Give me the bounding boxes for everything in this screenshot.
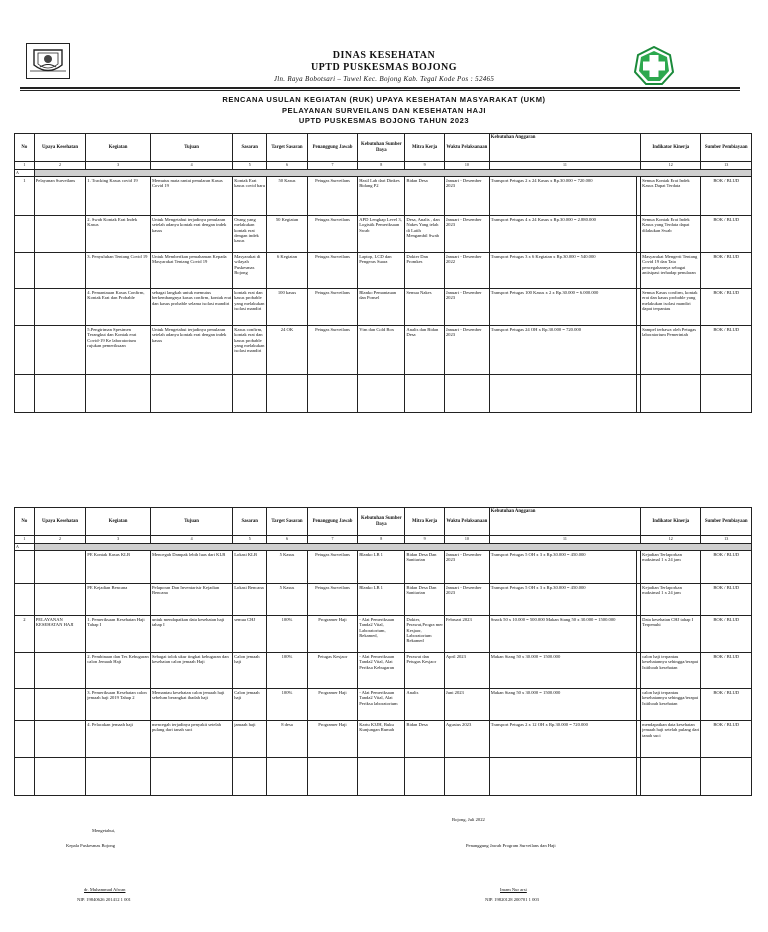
row-number-cell: 1 — [15, 177, 35, 216]
officer-name: Imam Nur arsi — [500, 887, 527, 892]
section-shade — [34, 169, 751, 177]
col-header: Penanggung Jawab — [307, 134, 357, 162]
person-in-charge-cell: Petugas Kesjaor — [307, 653, 357, 689]
target-group-cell: Kontak Erat kasus covid baru — [233, 177, 267, 216]
person-in-charge-cell: Programer Haji — [307, 721, 357, 758]
target-group-cell: Lokasi Bencana — [233, 584, 267, 616]
indicator-cell: Semua Kontak Erat Indek Kasus yang Terdata dapat dilakukan Swab — [641, 216, 701, 253]
column-number: 11 — [489, 536, 640, 544]
empty-cell — [358, 375, 405, 413]
schedule-cell: Januari - Desember 2022 — [444, 253, 489, 289]
resources-cell: - Alat Pemeriksaan Tanda2 Vital, Alat Periksa Kebugaran — [358, 653, 405, 689]
col-header: Sumber Pembiayaan — [701, 508, 752, 536]
ruk-table-surveilans — [14, 133, 752, 413]
empty-cell — [444, 758, 489, 796]
resources-cell: Hasil Lab dari Dinkes Bidang P2 — [358, 177, 405, 216]
row-number-cell: 2 — [15, 616, 35, 653]
empty-cell — [150, 375, 232, 413]
col-header: Waktu Pelaksanaan — [444, 508, 489, 536]
program-cell — [34, 689, 86, 721]
objective-cell: Sebagai tolok ukur tingkat kebugaran dan kesehatan calon jemaah Haji — [150, 653, 232, 689]
target-cell: 50 Kegiatan — [267, 216, 308, 253]
column-number: 1 — [15, 536, 35, 544]
empty-cell — [233, 375, 267, 413]
objective-cell: untuk mendapatkan data kesehatan haji tahap I — [150, 616, 232, 653]
indicator-cell: Masyarakat Mengerti Tentang Covid 19 dan Tata pencegahannya sebagai antisipasi terhadap penularan — [641, 253, 701, 289]
col-header: Waktu Pelaksanaan — [444, 134, 489, 162]
partner-cell: Bidan Desa — [405, 721, 444, 758]
budget-cell: Transport Petugas 2 x 12 OH x Rp.30.000 = 720.000 — [489, 721, 636, 758]
column-number: 7 — [307, 536, 357, 544]
section-row — [15, 169, 752, 177]
objective-cell: mencegah terjadinya penyakit setelah pulang dari tanah suci — [150, 721, 232, 758]
table-row — [15, 326, 752, 375]
partner-cell: Analis — [405, 689, 444, 721]
column-number: 10 — [444, 536, 489, 544]
funding-cell: BOK / BLUD — [701, 689, 752, 721]
target-cell: 100% — [267, 616, 308, 653]
table-header-row — [15, 508, 752, 536]
partner-cell: Perawat dan Petugas Kesjaor — [405, 653, 444, 689]
activity-cell: 5.Pengiriman Spesimen Terangkut dan Kontak erat Covid-19 Ke laboratorium rujukan pemeriksaan — [86, 326, 151, 375]
col-header: Upaya Kesehatan — [34, 134, 86, 162]
target-cell: 100% — [267, 653, 308, 689]
row-number-cell — [15, 289, 35, 326]
empty-cell — [405, 375, 444, 413]
column-number: 8 — [358, 162, 405, 170]
schedule-cell: Januari - Desember 2023 — [444, 177, 489, 216]
column-number: 6 — [267, 536, 308, 544]
activity-cell: 4. Pemantauan Kasus Confirm, Kontak Erat dan Probable — [86, 289, 151, 326]
funding-cell: BOK / BLUD — [701, 653, 752, 689]
funding-cell: BOK / BLUD — [701, 616, 752, 653]
partner-cell: Semua Nakes — [405, 289, 444, 326]
person-in-charge-cell: Petugas Surveilans — [307, 216, 357, 253]
target-cell: 6 Kegiatan — [267, 253, 308, 289]
regency-emblem-icon — [26, 43, 70, 79]
funding-cell: BOK / BLUD — [701, 289, 752, 326]
target-cell: 50 Kasus — [267, 177, 308, 216]
budget-cell: Makan Siang 50 x 30.000 = 1500.000 — [489, 653, 636, 689]
table-header-row — [15, 134, 752, 162]
budget-cell: Transport Petugas 24 OH x Rp.30.000 = 720.000 — [489, 326, 636, 375]
budget-cell: Transport Petugas 2 x 24 Kasus x Rp.30.000 = 720.000 — [489, 177, 636, 216]
target-group-cell: Kasus confirm, kontak erat dan kasus probable yang melakukan isolasi mandiri — [233, 326, 267, 375]
column-number: 9 — [405, 162, 444, 170]
section-row — [15, 543, 752, 551]
target-group-cell: semua CHJ — [233, 616, 267, 653]
indicator-cell: Kejadian Terlaporkan maksimal 1 x 24 jam — [641, 584, 701, 616]
resources-cell: - Alat Pemeriksaan Tanda2 Vital, Alat Periksa laboratorium — [358, 689, 405, 721]
program-cell — [34, 551, 86, 584]
empty-cell — [358, 758, 405, 796]
column-number: 3 — [86, 536, 151, 544]
program-cell — [34, 253, 86, 289]
empty-cell — [34, 758, 86, 796]
person-in-charge-cell: Programer Haji — [307, 689, 357, 721]
target-group-cell: jamaah haji — [233, 721, 267, 758]
col-header: Tujuan — [150, 508, 232, 536]
column-number: 2 — [34, 536, 86, 544]
document-year-title: UPTD PUSKESMAS BOJONG TAHUN 2023 — [298, 116, 470, 125]
column-number: 4 — [150, 162, 232, 170]
empty-cell — [641, 375, 701, 413]
target-cell: 24 OK — [267, 326, 308, 375]
empty-cell — [15, 758, 35, 796]
empty-cell — [233, 758, 267, 796]
table-row — [15, 721, 752, 758]
col-header: Sasaran — [233, 508, 267, 536]
budget-cell: Transport Petugas 4 x 24 Kasus x Rp.30.000 = 2.880.000 — [489, 216, 636, 253]
place-date: Bojong, Juli 2022 — [452, 817, 485, 822]
target-group-cell: Lokasi KLB — [233, 551, 267, 584]
empty-cell — [641, 758, 701, 796]
row-number-cell — [15, 216, 35, 253]
col-header: Mitra Kerja — [405, 508, 444, 536]
row-number-cell — [15, 326, 35, 375]
person-in-charge-cell: Petugas Surveilans — [307, 253, 357, 289]
program-cell: Pelayanan Surveilans — [34, 177, 86, 216]
objective-cell: Untuk Memberikan pemahaman Kepada Masyarakat Tentang Covid 19 — [150, 253, 232, 289]
resources-cell: Laptop, LCD dan Pengeras Suara — [358, 253, 405, 289]
person-in-charge-cell: Petugas Surveilans — [307, 177, 357, 216]
budget-cell: Transport Petugas 3 x 6 Kegiatan x Rp.30.000 = 540.000 — [489, 253, 636, 289]
target-cell: 8 desa — [267, 721, 308, 758]
col-header: Penanggung Jawab — [307, 508, 357, 536]
indicator-cell: mendapatkan data kesehatan jemaah haji setelah pulang dari tanah suci — [641, 721, 701, 758]
head-name: dr. Muhammad Afwan — [84, 887, 126, 892]
funding-cell: BOK / BLUD — [701, 177, 752, 216]
funding-cell: BOK / BLUD — [701, 326, 752, 375]
column-number-row — [15, 536, 752, 544]
column-number: 12 — [641, 162, 701, 170]
table-row — [15, 253, 752, 289]
empty-cell — [267, 375, 308, 413]
column-number: 12 — [641, 536, 701, 544]
officer-nip: NIP. 19820128 200701 1 003 — [485, 897, 539, 902]
letterhead-divider — [20, 87, 740, 89]
empty-cell — [444, 375, 489, 413]
target-group-cell: Calon jemaah haji — [233, 653, 267, 689]
target-group-cell: Masyarakat di wilayah Puskesmas Bojong — [233, 253, 267, 289]
empty-cell — [150, 758, 232, 796]
program-officer-title: Penanggung Jawab Program Surveilans dan Haji — [466, 843, 556, 848]
ruk-table-haji — [14, 507, 752, 796]
person-in-charge-cell: Petugas Surveilans — [307, 551, 357, 584]
table-row — [15, 689, 752, 721]
program-cell — [34, 216, 86, 253]
column-number-row — [15, 162, 752, 170]
column-number: 6 — [267, 162, 308, 170]
partner-cell: Bidan Desa Dan Sanitarian — [405, 584, 444, 616]
person-in-charge-cell: Petugas Surveilans — [307, 326, 357, 375]
resources-cell: Blanko LB 1 — [358, 584, 405, 616]
resources-cell: Kartu K3JH, Buku Kunjungan Rumah — [358, 721, 405, 758]
table-row — [15, 653, 752, 689]
indicator-cell: Semua Kasus confirm, kontak erat dan kasus probable yang melakukan isolasi mandiri dapat terpantau — [641, 289, 701, 326]
col-header: Target Sasaran — [267, 508, 308, 536]
schedule-cell: Juni 2023 — [444, 689, 489, 721]
col-header: Tujuan — [150, 134, 232, 162]
col-header: Upaya Kesehatan — [34, 508, 86, 536]
program-cell — [34, 289, 86, 326]
empty-cell — [701, 375, 752, 413]
col-header: Mitra Kerja — [405, 134, 444, 162]
column-number: 9 — [405, 536, 444, 544]
row-number-cell — [15, 653, 35, 689]
col-header: Sumber Pembiayaan — [701, 134, 752, 162]
budget-cell: Makan Siang 50 x 30.000 = 1500.000 — [489, 689, 636, 721]
col-header: No — [15, 134, 35, 162]
col-header: Kebutuhan Anggaran — [489, 508, 640, 536]
budget-cell: Transport Petugas 5 OH x 3 x Rp.30.000 = 450.000 — [489, 551, 636, 584]
column-number: 1 — [15, 162, 35, 170]
column-number: 10 — [444, 162, 489, 170]
target-cell: 100 kasus — [267, 289, 308, 326]
table-row — [15, 616, 752, 653]
budget-cell: Transport Petugas 100 Kasus x 2 x Rp.30.000 = 6.000.000 — [489, 289, 636, 326]
letterhead-divider-thin — [20, 90, 740, 91]
table-row — [15, 551, 752, 584]
indicator-cell: calon haji terpantau kesehatannya sehingga/terapai Istithoah kesehatan — [641, 653, 701, 689]
document-subtitle: PELAYANAN SURVEILANS DAN KESEHATAN HAJI — [281, 106, 487, 115]
agency-address: Jln. Raya Bobotsari – Tuwel Kec. Bojong Kab. Tegal Kode Pos : 52465 — [273, 75, 495, 83]
col-header: Kebutuhan Sumber Daya — [358, 134, 405, 162]
target-cell: 5 Kasus — [267, 584, 308, 616]
person-in-charge-cell: Petugas Surveilans — [307, 584, 357, 616]
table-row — [15, 216, 752, 253]
resources-cell: - Alat Pemeriksaan Tanda2 Vital, Laboratorium, Rekamed, — [358, 616, 405, 653]
activity-cell: 2. Pembinaan dan Tes Kebugaran calon Jemaah Haji — [86, 653, 151, 689]
table-row — [15, 177, 752, 216]
section-label: A — [15, 543, 35, 551]
activity-cell: 2. Swab Kontak Erat Indek Kasus — [86, 216, 151, 253]
funding-cell: BOK / BLUD — [701, 216, 752, 253]
objective-cell: sebagai langkah untuk memutus berkembangnya kasus confirm, kontak erat dan kasus probable selama isolasi mandiri — [150, 289, 232, 326]
partner-cell: Dokter Dan Promkes — [405, 253, 444, 289]
objective-cell: Memutus mata rantai penularan Kasus Covid 19 — [150, 177, 232, 216]
section-label: A — [15, 169, 35, 177]
activity-cell: 1. Pemeriksaan Kesehatan Haji Tahap I — [86, 616, 151, 653]
budget-cell: Snack 50 x 10.000 = 500.000 Makan Siang 50 x 30.000 = 1500.000 — [489, 616, 636, 653]
person-in-charge-cell: Programer Haji — [307, 616, 357, 653]
resources-cell: Blanko Pemantauan dan Ponsel — [358, 289, 405, 326]
schedule-cell: April 2023 — [444, 653, 489, 689]
resources-cell: APD Lengkap Level 3, Logistik Pemeriksaan Swab — [358, 216, 405, 253]
objective-cell: Mencegah Dampak lebih luas dari KLB — [150, 551, 232, 584]
column-number: 3 — [86, 162, 151, 170]
objective-cell: Untuk Mengetahui terjadinya penularan setelah adanya kontak erat dengan indek kasus — [150, 216, 232, 253]
column-number: 5 — [233, 162, 267, 170]
col-header: Sasaran — [233, 134, 267, 162]
agency-name: DINAS KESEHATAN — [332, 50, 436, 61]
person-in-charge-cell: Petugas Surveilans — [307, 289, 357, 326]
section-shade — [34, 543, 751, 551]
target-group-cell: Calon jemaah haji — [233, 689, 267, 721]
empty-cell — [489, 758, 636, 796]
document-title: RENCANA USULAN KEGIATAN (RUK) UPAYA KESEHATAN MASYARAKAT (UKM) — [222, 95, 546, 104]
activity-cell: PE Kejadian Bencana — [86, 584, 151, 616]
partner-cell: Bidan Desa Dan Sanitarian — [405, 551, 444, 584]
indicator-cell: calon haji terpantau kesehatannya sehingga/terapai Istithoah kesehatan — [641, 689, 701, 721]
column-number: 8 — [358, 536, 405, 544]
col-header: Target Sasaran — [267, 134, 308, 162]
column-number: 13 — [701, 162, 752, 170]
program-cell — [34, 653, 86, 689]
resources-cell: Blanko LB 1 — [358, 551, 405, 584]
empty-cell — [307, 758, 357, 796]
column-number: 13 — [701, 536, 752, 544]
row-number-cell — [15, 253, 35, 289]
empty-cell — [86, 375, 151, 413]
funding-cell: BOK / BLUD — [701, 721, 752, 758]
table-row — [15, 584, 752, 616]
schedule-cell: Agustus 2023 — [444, 721, 489, 758]
empty-cell — [701, 758, 752, 796]
col-header: No — [15, 508, 35, 536]
empty-row — [15, 375, 752, 413]
row-number-cell — [15, 721, 35, 758]
target-group-cell: kontak erat dan kasus probable yang melakukan isolasi mandiri — [233, 289, 267, 326]
col-header: Kebutuhan Sumber Daya — [358, 508, 405, 536]
col-header: Indikator Kinerja — [641, 134, 701, 162]
activity-cell: 4. Pelacakan jemaah haji — [86, 721, 151, 758]
col-header: Kegiatan — [86, 134, 151, 162]
target-group-cell: Orang yang melakukan kontak erat dengan indek kasus — [233, 216, 267, 253]
schedule-cell: Januari - Desember 2023 — [444, 326, 489, 375]
acknowledged-label: Mengetahui, — [92, 828, 116, 833]
column-number: 2 — [34, 162, 86, 170]
program-cell — [34, 584, 86, 616]
partner-cell: Analis dan Bidan Desa — [405, 326, 444, 375]
target-cell: 5 Kasus — [267, 551, 308, 584]
program-cell — [34, 326, 86, 375]
objective-cell: Untuk Mengetahui terjadinya penularan setelah adanya kontak erat dengan indek kasus — [150, 326, 232, 375]
schedule-cell: Februari 2023 — [444, 616, 489, 653]
schedule-cell: Januari - Desember 2023 — [444, 584, 489, 616]
objective-cell: Pelaporan Dan Inventarisir Kejadian Bencana — [150, 584, 232, 616]
column-number: 7 — [307, 162, 357, 170]
funding-cell: BOK / BLUD — [701, 551, 752, 584]
activity-cell: 3. Pemeriksaan Kesehatan calon jemaah haji 2019 Tahap 2 — [86, 689, 151, 721]
activity-cell: PE Kontak Kasus KLB — [86, 551, 151, 584]
row-number-cell — [15, 551, 35, 584]
empty-cell — [307, 375, 357, 413]
schedule-cell: Januari - Desember 2023 — [444, 289, 489, 326]
empty-cell — [86, 758, 151, 796]
objective-cell: Memantau kesehatan calon jemaah haji sebelum berangkat ibadah haji — [150, 689, 232, 721]
partner-cell: Dokter, Perawat,Progra mer Kesjaor, Laboratorium Rekamed — [405, 616, 444, 653]
head-nip: NIP. 19840626 201412 1 001 — [77, 897, 131, 902]
col-header: Kebutuhan Anggaran — [489, 134, 640, 162]
funding-cell: BOK / BLUD — [701, 584, 752, 616]
program-cell: PELAYANAN KESEHATAN HAJI — [34, 616, 86, 653]
col-header: Indikator Kinerja — [641, 508, 701, 536]
partner-cell: Bidan Desa — [405, 177, 444, 216]
empty-cell — [489, 375, 636, 413]
empty-cell — [34, 375, 86, 413]
empty-cell — [405, 758, 444, 796]
column-number: 5 — [233, 536, 267, 544]
row-number-cell — [15, 584, 35, 616]
activity-cell: 3. Penyuluhan Tentang Covid 19 — [86, 253, 151, 289]
schedule-cell: Januari - Desember 2023 — [444, 551, 489, 584]
table-row — [15, 289, 752, 326]
schedule-cell: Januari - Desember 2023 — [444, 216, 489, 253]
col-header: Kegiatan — [86, 508, 151, 536]
budget-cell: Transport Petugas 5 OH x 3 x Rp.30.000 = 450.000 — [489, 584, 636, 616]
unit-name: UPTD PUSKESMAS BOJONG — [310, 62, 458, 73]
indicator-cell: Kejadian Terlaporkan maksimal 1 x 24 jam — [641, 551, 701, 584]
head-title: Kepala Puskesmas Bojong — [66, 843, 115, 848]
indicator-cell: Sampel terbawa oleh Petugas laboratorium Pemerintah — [641, 326, 701, 375]
empty-row — [15, 758, 752, 796]
indicator-cell: Data kesehatan CHJ tahap I Terpenuhi — [641, 616, 701, 653]
row-number-cell — [15, 689, 35, 721]
resources-cell: Vtm dan Cold Box — [358, 326, 405, 375]
activity-cell: 1. Tracking Kasus covid 19 — [86, 177, 151, 216]
program-cell — [34, 721, 86, 758]
partner-cell: Desa, Analis , dan Nakes Yang telah di Latih Mengambil Swab — [405, 216, 444, 253]
empty-cell — [267, 758, 308, 796]
column-number: 4 — [150, 536, 232, 544]
empty-cell — [15, 375, 35, 413]
funding-cell: BOK / BLUD — [701, 253, 752, 289]
column-number: 11 — [489, 162, 640, 170]
indicator-cell: Semua Kontak Erat Indek Kasus Dapat Terdata — [641, 177, 701, 216]
target-cell: 100% — [267, 689, 308, 721]
